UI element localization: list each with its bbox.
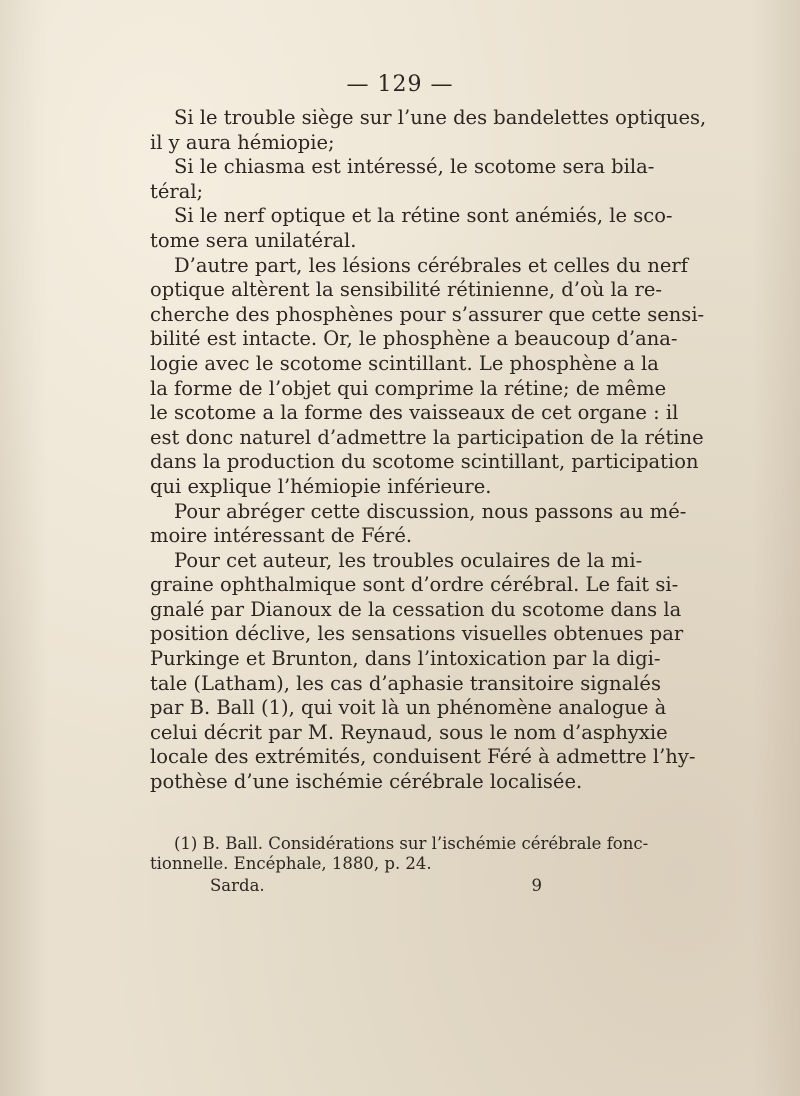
text-line: celui décrit par M. Reynaud, sous le nom d’asphyxie [150, 720, 668, 744]
text-line: tale (Latham), les cas d’aphasie transitoire signalés [150, 671, 661, 695]
text-line: position déclive, les sensations visuelles obtenues par [150, 622, 684, 646]
text-line: qui explique l’hémiopie inférieure. [150, 474, 492, 498]
text-line: la forme de l’objet qui comprime la rétine; de même [150, 376, 667, 400]
text-line: Si le trouble siège sur l’une des bandelettes optiques, [174, 106, 707, 129]
text-line: bilité est intacte. Or, le phosphène a beaucoup d’ana- [150, 327, 678, 351]
text-line: Si le chiasma est intéressé, le scotome sera bila- [174, 155, 655, 179]
text-line: cherche des phosphènes pour s’assurer que cette sensi- [150, 302, 705, 326]
paragraph [150, 106, 707, 155]
text-line: tome sera unilatéral. [150, 228, 357, 252]
text-line: Pour cet auteur, les troubles oculaires de la mi- [174, 548, 643, 572]
text-line: téral; [150, 179, 204, 203]
paragraph [150, 548, 696, 795]
text-line: par B. Ball (1), qui voit là un phénomène analogue à [150, 696, 667, 720]
paragraph [150, 499, 687, 549]
footnote-line: tionnelle. Encéphale, 1880, p. 24. [150, 854, 432, 873]
body-text [150, 106, 707, 795]
footnote [150, 834, 649, 874]
text-line: moire intéressant de Féré. [150, 524, 413, 548]
text-line: est donc naturel d’admettre la participation de la rétine [150, 425, 704, 449]
text-line: le scotome a la forme des vaisseaux de cet organe : il [150, 401, 679, 425]
paragraph [150, 155, 655, 204]
page-number: — 129 — [346, 72, 454, 97]
text-line: pothèse d’une ischémie cérébrale localisée. [150, 770, 583, 794]
text-line: gnalé par Dianoux de la cessation du scotome dans la [150, 597, 682, 621]
text-line: D’autre part, les lésions cérébrales et celles du nerf [174, 253, 688, 277]
paragraph [150, 204, 673, 253]
text-line: graine ophthalmique sont d’ordre cérébral. Le fait si- [150, 573, 679, 597]
footnote-line: (1) B. Ball. Considérations sur l’ischémie cérébrale fonc- [174, 834, 649, 853]
text-line: Pour abréger cette discussion, nous passons au mé- [174, 499, 687, 523]
text-line: Si le nerf optique et la rétine sont anémiés, le sco- [174, 204, 673, 228]
text-line: logie avec le scotome scintillant. Le phosphène a la [150, 351, 659, 375]
text-line: dans la production du scotome scintillant, participation [150, 450, 699, 474]
text-line: locale des extrémités, conduisent Féré à admettre l’hy- [150, 745, 696, 769]
sheet-number: 9 [531, 876, 542, 895]
text-line: il y aura hémiopie; [150, 130, 335, 154]
paragraph [150, 253, 705, 500]
text-line: optique altèrent la sensibilité rétinienne, d’où la re- [150, 278, 662, 302]
signature-author: Sarda. [210, 876, 265, 895]
text-line: Purkinge et Brunton, dans l’intoxication par la digi- [150, 647, 661, 671]
